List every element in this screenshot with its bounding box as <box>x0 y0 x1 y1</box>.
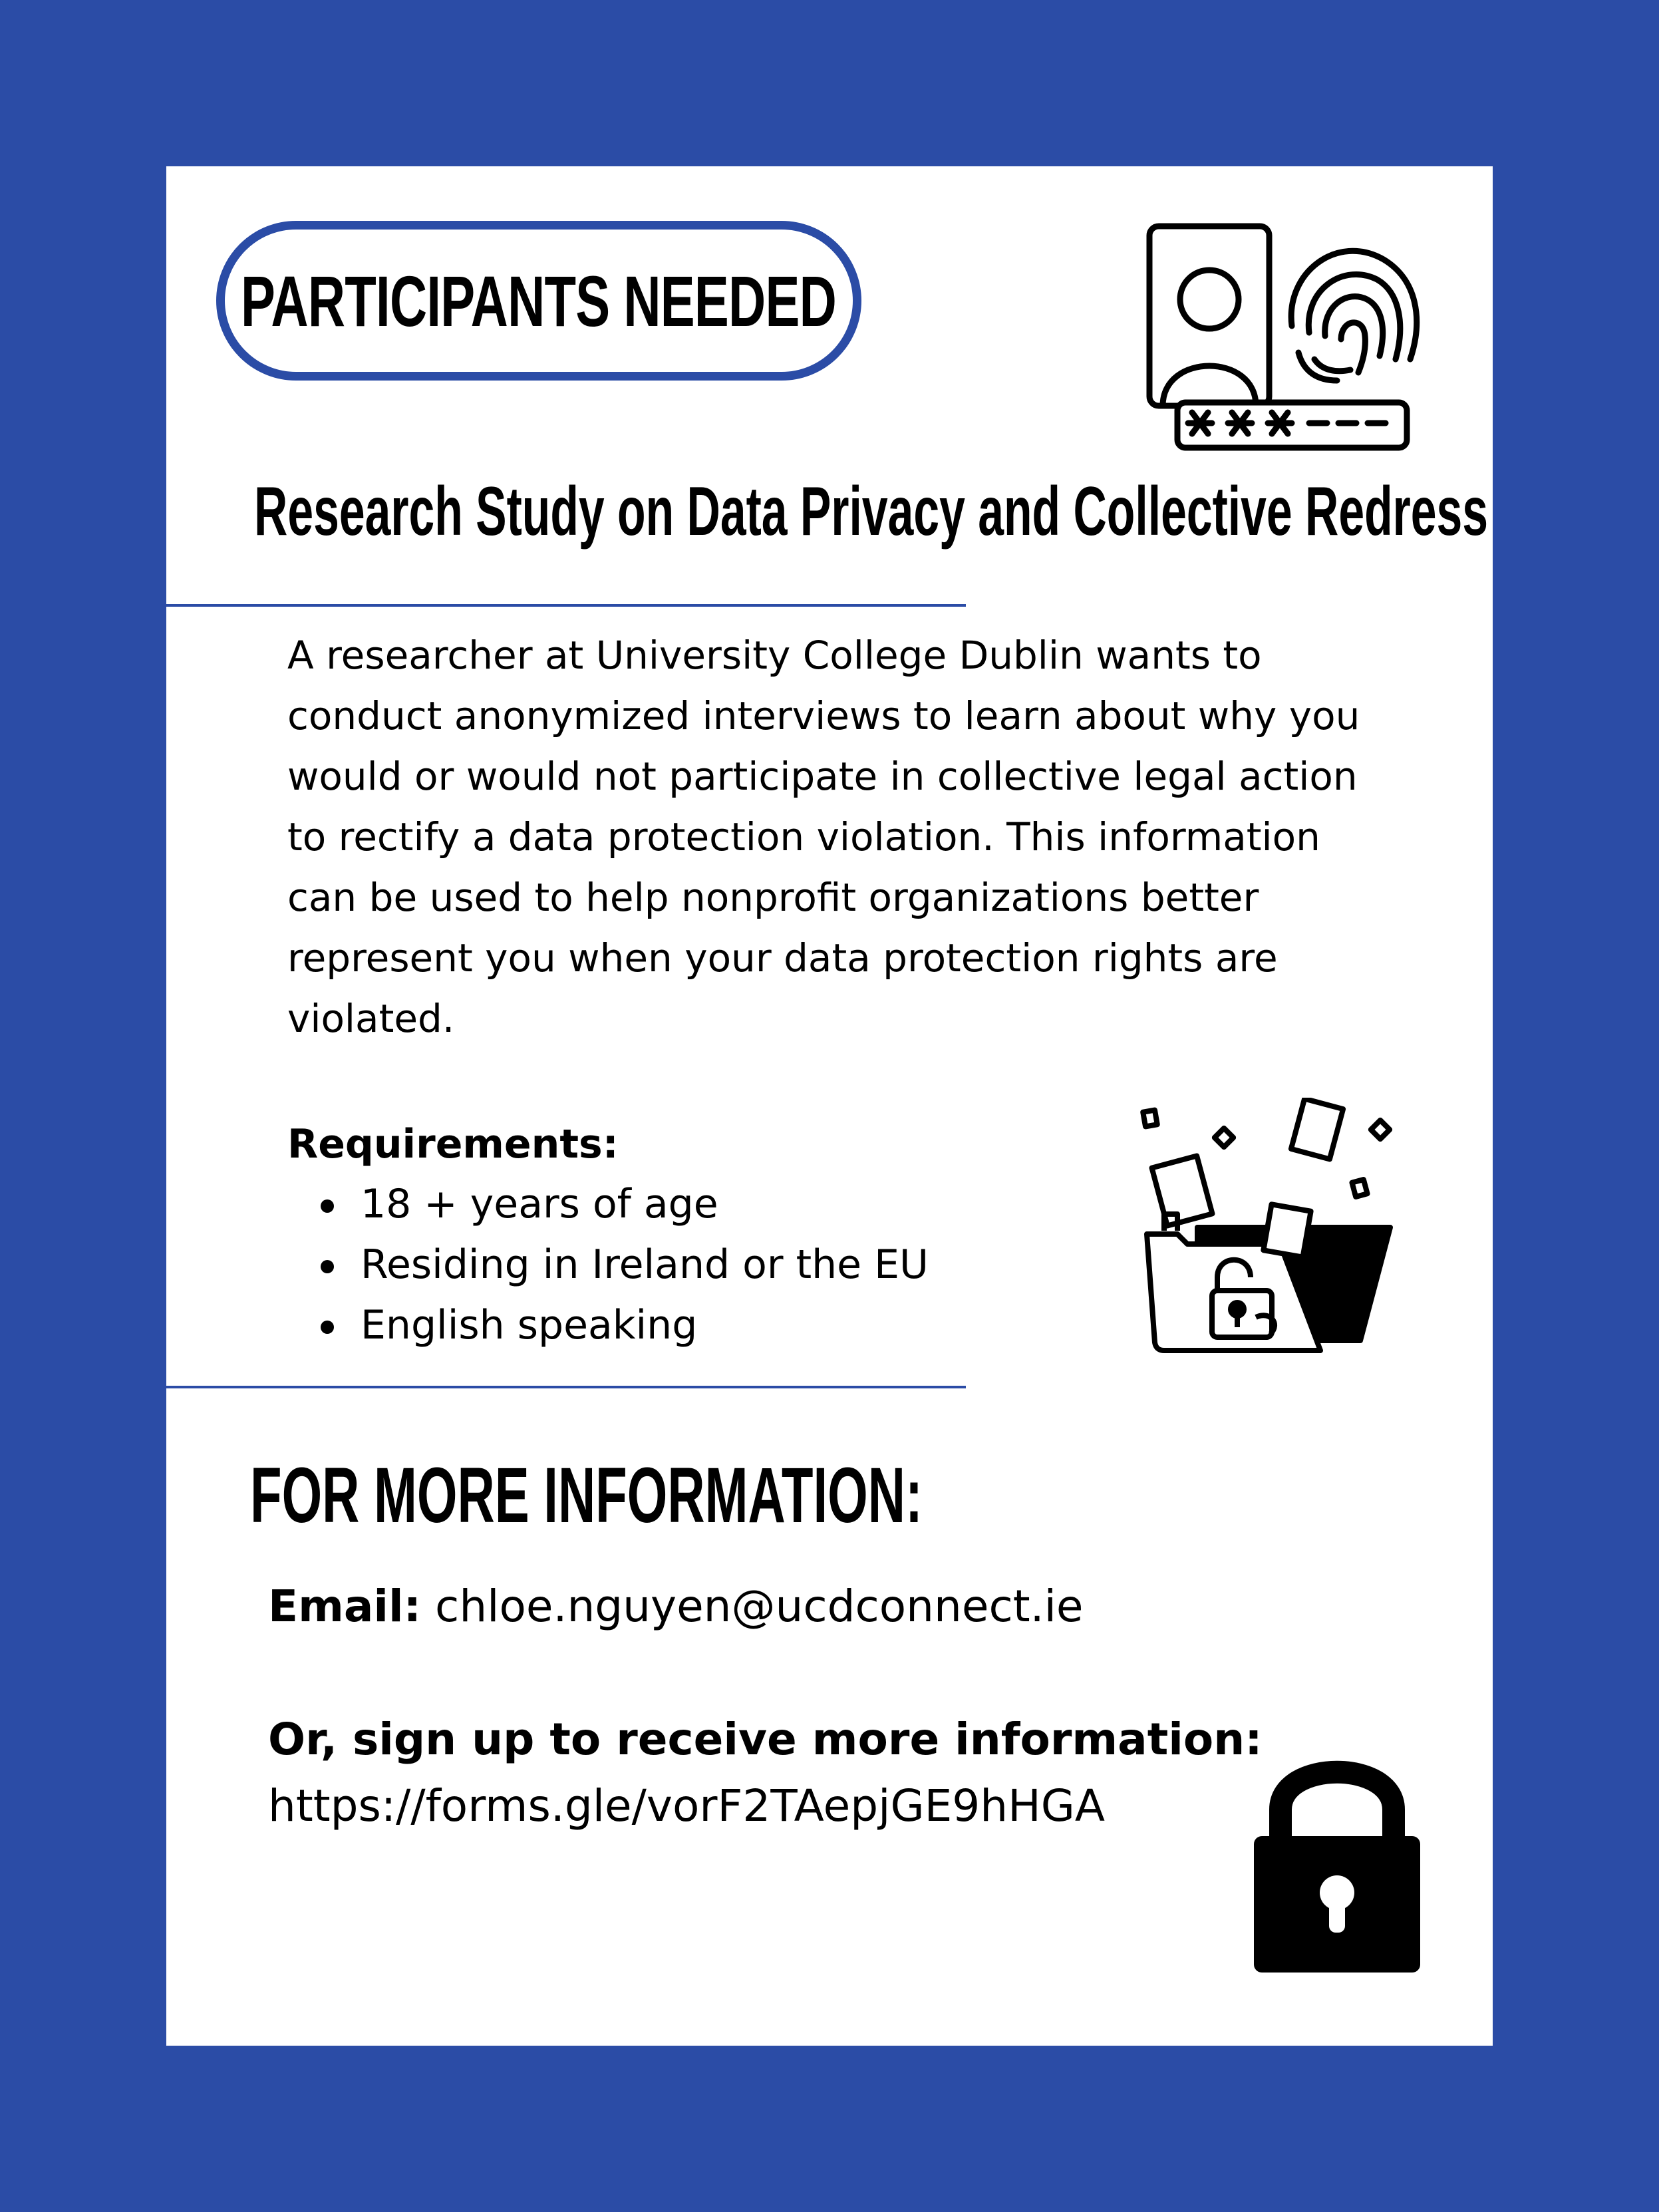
unlocked-folder-icon <box>1137 1098 1417 1390</box>
study-description: A researcher at University College Dublin wants to conduct anonymized interviews to learn about why you would or would not participate in collective legal action to rectify a data protection violation. This information can be used to help nonprofit organizations better represent you when your data protection rights are violated. <box>287 633 1360 1041</box>
email-label: Email: <box>268 1581 422 1632</box>
requirements-list <box>287 1174 929 1356</box>
bottom-divider <box>166 1386 966 1388</box>
id-card-fingerprint-password-icon <box>1144 206 1424 452</box>
email-line <box>268 1577 1084 1637</box>
more-info-heading: FOR MORE INFORMATION: <box>250 1452 923 1539</box>
badge-text: PARTICIPANTS NEEDED <box>241 260 837 341</box>
participants-needed-badge <box>216 221 861 381</box>
requirements-label: Requirements: <box>287 1121 619 1168</box>
requirement-item: Residing in Ireland or the EU <box>287 1235 929 1295</box>
requirement-item: English speaking <box>287 1295 929 1356</box>
requirement-item: 18 + years of age <box>287 1174 929 1235</box>
study-title: Research Study on Data Privacy and Collective Redress <box>254 473 1489 550</box>
flyer-card <box>166 166 1493 2046</box>
signup-url[interactable]: https://forms.gle/vorF2TAepjGE9hHGA <box>268 1780 1106 1831</box>
padlock-icon <box>1244 1736 1430 1976</box>
signup-label: Or, sign up to receive more information: <box>268 1714 1263 1765</box>
top-divider <box>166 604 966 607</box>
email-address[interactable]: chloe.nguyen@ucdconnect.ie <box>435 1581 1084 1632</box>
